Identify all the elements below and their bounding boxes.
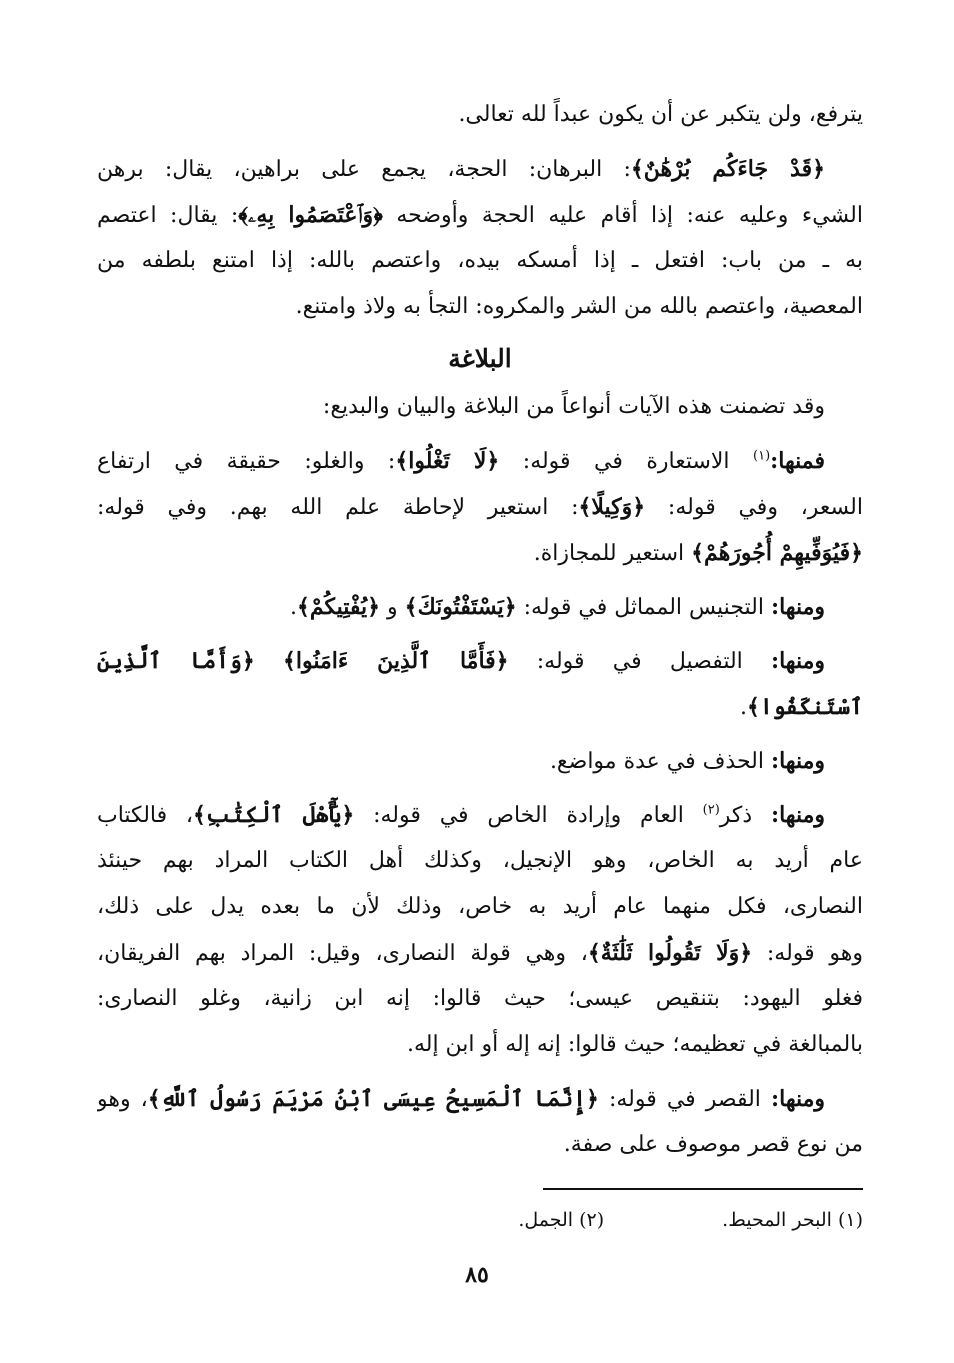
footnote-ref: (١)	[753, 448, 771, 464]
paragraph-text: وهو قوله:	[752, 941, 863, 966]
paragraph-label: ومنها:	[770, 594, 825, 620]
text-line	[97, 738, 863, 784]
quran-quote: ﴿وَٱعْتَصَمُوا بِهِۦ﴾	[238, 202, 383, 228]
paragraph-text: فغلو اليهود: بتنقيص عيسى؛ حيث قالوا: إنه ابن زانية، وغلو النصارى:	[97, 986, 863, 1011]
footnotes	[263, 1204, 863, 1236]
footnote-number: (٢)	[579, 1209, 605, 1231]
quran-quote: ﴿فَأَمَّا ٱلَّذِينَ ءَامَنُوا﴾	[282, 648, 509, 674]
footnote-number: (١)	[837, 1209, 863, 1231]
text-line	[97, 238, 863, 284]
footnote-ref: (٢)	[702, 802, 720, 818]
quran-quote: ﴿فَيُوَفِّيهِمْ أُجُورَهُمْ﴾	[691, 540, 863, 566]
paragraph-text	[255, 649, 283, 674]
paragraph-text: المعصية، واعتصم بالله من الشر والمكروه: التجأ به ولاذ وامتنع.	[295, 294, 863, 319]
footnote-text: البحر المحيط.	[722, 1209, 832, 1231]
paragraph-text: وقد تضمنت هذه الآيات أنواعاً من البلاغة والبيان والبديع:	[322, 394, 825, 419]
paragraph-text: التجنيس المماثل في قوله:	[516, 595, 771, 620]
paragraph-text: ، وهو	[97, 1087, 148, 1112]
page-body	[97, 92, 863, 1168]
footnote-divider	[543, 1188, 863, 1190]
text-line	[97, 838, 863, 884]
text-line	[97, 484, 863, 530]
text-line	[97, 192, 863, 238]
text-line	[97, 1022, 863, 1068]
paragraph-text: : البرهان: الحجة، يجمع على براهين، يقال: برهن	[97, 157, 631, 182]
paragraph-text: الشيء وعليه عنه: إذا أقام عليه الحجة وأوضحه	[382, 203, 863, 228]
quran-quote: ﴿قَدْ جَاءَكُم بُرْهَٰنٌ﴾	[630, 156, 825, 182]
quran-quote: ﴿يُفْتِيكُمْ﴾	[296, 594, 381, 620]
section-heading: البلاغة	[448, 344, 512, 373]
page-number: ٨٥	[465, 1262, 489, 1288]
paragraph-text: : استعير لإحاطة علم الله بهم. وفي قوله:	[97, 495, 579, 520]
quran-quote: ﴿لَا تَغْلُوا﴾	[395, 448, 500, 474]
text-line	[97, 684, 863, 730]
paragraph-text: عام أريد به الخاص، وهو الإنجيل، وكذلك أهل الكتاب المراد بهم حينئذ	[97, 848, 863, 873]
footnote	[722, 1204, 863, 1236]
text-line	[97, 638, 863, 684]
text-line	[97, 384, 863, 430]
paragraph-label: ومنها:	[771, 1086, 826, 1112]
footnote-text: الجمل.	[518, 1209, 574, 1231]
paragraph-text: السعر، وفي قوله:	[645, 495, 863, 520]
paragraph-label: ومنها:	[770, 802, 825, 828]
quran-quote: ٱسْتَنكَفُوا﴾	[746, 694, 863, 720]
text-line	[97, 146, 863, 192]
paragraph-text: القصر في قوله:	[598, 1087, 771, 1112]
text-line	[97, 92, 863, 138]
paragraph-text: .	[739, 695, 747, 720]
quran-quote: ﴿وَأَمَّا ٱلَّذِينَ	[97, 648, 255, 674]
paragraph-text: بالمبالغة في تعظيمه؛ حيث قالوا: إنه إله أو ابن إله.	[406, 1032, 863, 1057]
paragraph-text: التفصيل في قوله:	[508, 649, 771, 674]
text-line	[97, 930, 863, 976]
paragraph-text: يترفع، ولن يتكبر عن أن يكون عبداً لله تعالى.	[458, 102, 863, 127]
paragraph-text: ذكر	[719, 803, 771, 828]
paragraph-text: استعير للمجازاة.	[533, 541, 692, 566]
text-line	[97, 976, 863, 1022]
paragraph-text: ، فالكتاب	[97, 803, 194, 828]
text-line	[97, 792, 863, 838]
quran-quote: ﴿وَلَا تَقُولُوا ثَلَٰثَةٌ﴾	[587, 940, 753, 966]
paragraph-text: الحذف في عدة مواضع.	[549, 749, 771, 774]
text-line	[97, 884, 863, 930]
paragraph-text: و	[380, 595, 405, 620]
paragraph-label: ومنها:	[770, 748, 825, 774]
paragraph-label: فمنها:	[770, 448, 825, 474]
quran-quote: ﴿يَٰٓأَهْلَ ٱلْكِتَٰبِ﴾	[193, 802, 355, 828]
text-line	[97, 1076, 863, 1122]
paragraph-text: : يقال: اعتصم	[97, 203, 239, 228]
paragraph-text: : والغلو: حقيقة في ارتفاع	[97, 449, 396, 474]
paragraph-text: الاستعارة في قوله:	[499, 449, 754, 474]
paragraph-text: من نوع قصر موصوف على صفة.	[563, 1132, 863, 1157]
text-line	[97, 530, 863, 576]
paragraph-text: به ـ من باب: افتعل ـ إذا أمسكه بيده، واعتصم بالله: إذا امتنع بلطفه من	[97, 248, 863, 273]
paragraph-text: ، وهي قولة النصارى، وقيل: المراد بهم الفريقان،	[97, 941, 588, 966]
text-line	[97, 584, 863, 630]
paragraph-text: العام وإرادة الخاص في قوله:	[354, 803, 703, 828]
quran-quote: ﴿وَكِيلًا﴾	[578, 494, 646, 520]
text-line	[97, 1122, 863, 1168]
paragraph-text: النصارى، فكل منهما عام أريد به خاص، وذلك لأن ما بعده يدل على ذلك،	[97, 894, 863, 919]
paragraph-label: ومنها:	[770, 648, 825, 674]
quran-quote: ﴿يَسْتَفْتُونَكَ﴾	[404, 594, 517, 620]
paragraph-text: .	[289, 595, 297, 620]
text-line	[97, 438, 863, 484]
text-line	[97, 284, 863, 330]
footnote	[518, 1204, 604, 1236]
quran-quote: ﴿إِنَّمَا ٱلْمَسِيحُ عِيسَى ٱبْنُ مَرْيَمَ رَسُولُ ٱللَّهِ﴾	[147, 1086, 599, 1112]
